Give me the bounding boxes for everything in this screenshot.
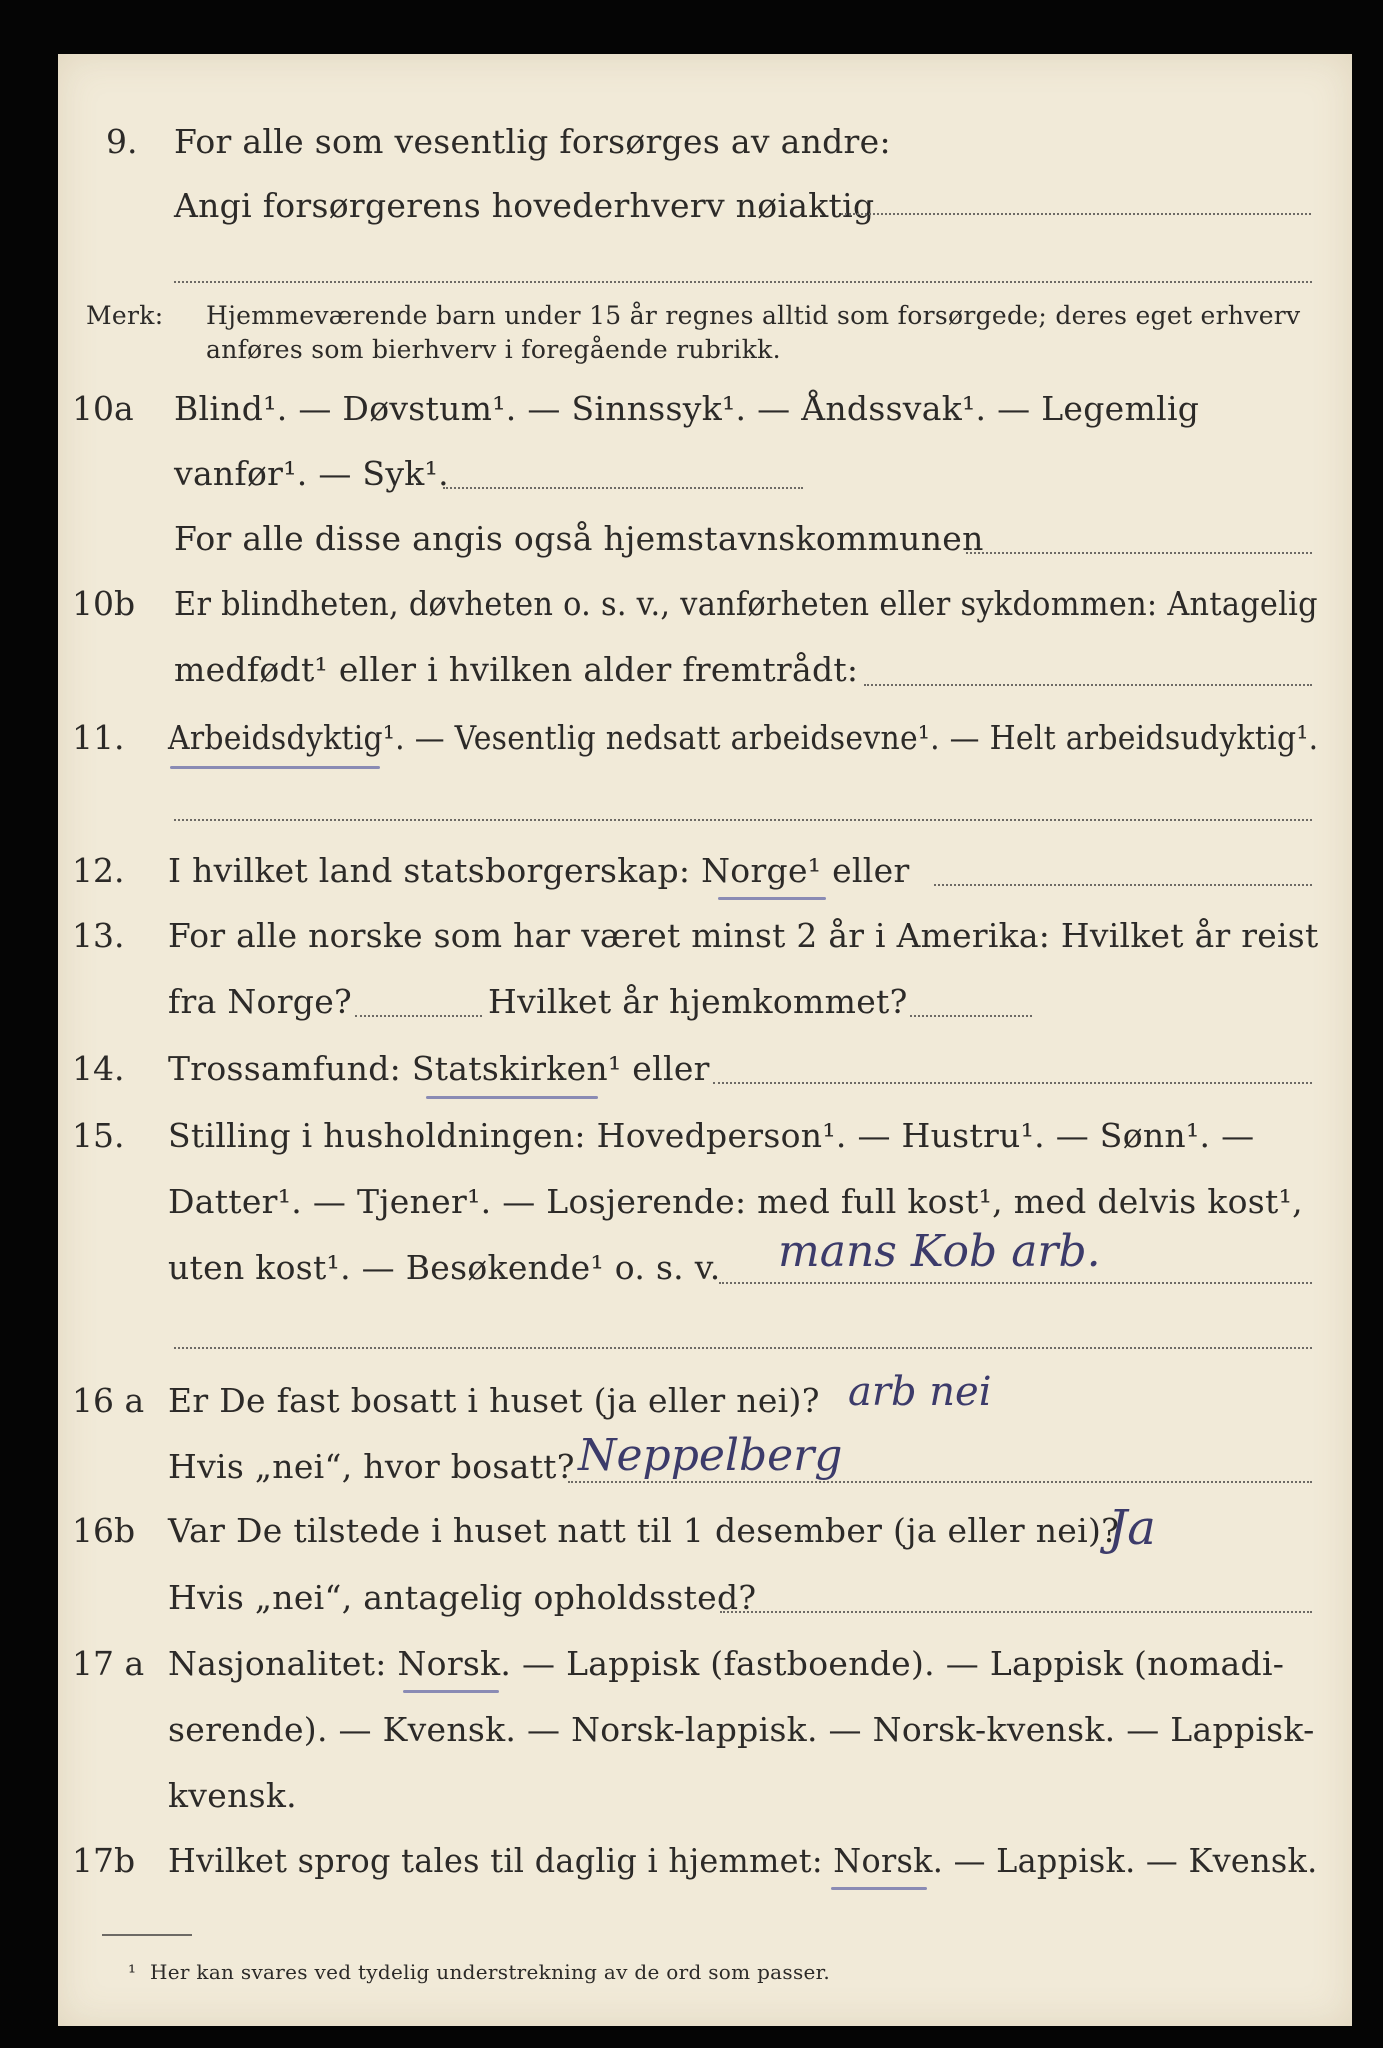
item-number-12: 12. [72,851,125,890]
underline-arbeidsdyktig [170,766,380,769]
underline-statskirken [426,1096,598,1099]
fill-line [934,884,1312,886]
fill-line [910,1015,1032,1017]
item-14-text: Trossamfund: Statskirken¹ eller [168,1049,710,1088]
handwritten-place-16a: Neppelberg [578,1430,843,1481]
item-number-15: 15. [72,1116,125,1155]
underline-norge [718,897,826,900]
item-15-text-3: uten kost¹. — Besøkende¹ o. s. v. [168,1248,721,1287]
item-10a-text: Blind¹. — Døvstum¹. — Sinnssyk¹. — Åndssvak¹. — Legemlig [174,389,1200,428]
item-16b-text-2: Hvis „nei“, antagelig opholdssted? [168,1578,757,1617]
item-number-17b: 17b [72,1841,136,1880]
footnote-text: Her kan svares ved tydelig understrekning av de ord som passer. [150,1960,830,1984]
item-10b-text: Er blindheten, døvheten o. s. v., vanførheten eller sykdommen: Antagelig [174,584,1318,623]
item-16b-text: Var De tilstede i huset natt til 1 desember (ja eller nei)? [168,1511,1120,1550]
item-13-text-2b: Hvilket år hjemkommet? [488,982,908,1021]
item-number-11: 11. [72,718,125,757]
fill-line [174,281,1312,283]
handwritten-answer-16b: Ja [1108,1500,1156,1556]
fill-line [720,1611,1312,1613]
item-number-9: 9. [106,122,138,161]
item-17a-text-3: kvensk. [168,1776,297,1815]
footnote-rule [102,1934,192,1936]
fill-line [174,1347,1312,1349]
item-13-text-2a: fra Norge? [168,982,353,1021]
item-number-16b: 16b [72,1511,136,1550]
footnote-mark: ¹ [128,1960,137,1984]
fill-line [443,487,803,489]
item-number-13: 13. [72,916,125,955]
item-12-text: I hvilket land statsborgerskap: Norge¹ eller [168,851,910,890]
census-form-page [58,54,1352,2026]
item-17a-text-2: serende). — Kvensk. — Norsk-lappisk. — Norsk-kvensk. — Lappisk- [168,1710,1315,1749]
item-15-text: Stilling i husholdningen: Hovedperson¹. — Hustru¹. — Sønn¹. — [168,1116,1255,1155]
item-number-10b: 10b [72,584,136,623]
item-9-text: For alle som vesentlig forsørges av andre: [174,122,891,161]
fill-line [966,552,1312,554]
fill-line [713,1082,1312,1084]
fill-line [568,1481,1312,1483]
fill-line [174,819,1312,821]
item-10a-text-3: For alle disse angis også hjemstavnskommunen [174,519,984,558]
item-number-16a: 16 a [72,1381,145,1420]
merk-label: Merk: [86,301,164,330]
item-17b-text: Hvilket sprog tales til daglig i hjemmet: Norsk. — Lappisk. — Kvensk. [168,1841,1318,1880]
item-17a-text: Nasjonalitet: Norsk. — Lappisk (fastboende). — Lappisk (nomadi- [168,1644,1285,1683]
item-9-text-2: Angi forsørgerens hovederhverv nøiaktig [174,186,875,225]
item-11-text: Arbeidsdyktig¹. — Vesentlig nedsatt arbeidsevne¹. — Helt arbeidsudyktig¹. [168,718,1319,757]
fill-line [355,1015,482,1017]
handwritten-answer-15: mans Kob arb. [778,1226,1101,1277]
underline-norsk-17b [831,1887,927,1890]
merk-text: Hjemmeværende barn under 15 år regnes alltid som forsørgede; deres eget erhverv [206,301,1301,330]
item-13-text: For alle norske som har været minst 2 år i Amerika: Hvilket år reist [168,916,1319,955]
fill-line [841,213,1311,215]
fill-line [719,1282,1312,1284]
underline-norsk [403,1690,499,1693]
item-10b-text-2: medfødt¹ eller i hvilken alder fremtrådt: [174,650,859,689]
item-10a-text-2: vanfør¹. — Syk¹. [174,454,449,493]
item-15-text-2: Datter¹. — Tjener¹. — Losjerende: med full kost¹, med delvis kost¹, [168,1182,1303,1221]
merk-text-2: anføres som bierhverv i foregående rubrikk. [206,335,781,364]
handwritten-answer-16a: arb nei [848,1369,992,1415]
item-number-14: 14. [72,1049,125,1088]
item-16a-text: Er De fast bosatt i huset (ja eller nei)? [168,1381,820,1420]
item-number-10a: 10a [72,389,134,428]
item-16a-text-2: Hvis „nei“, hvor bosatt? [168,1447,575,1486]
fill-line [864,684,1312,686]
item-number-17a: 17 a [72,1644,145,1683]
